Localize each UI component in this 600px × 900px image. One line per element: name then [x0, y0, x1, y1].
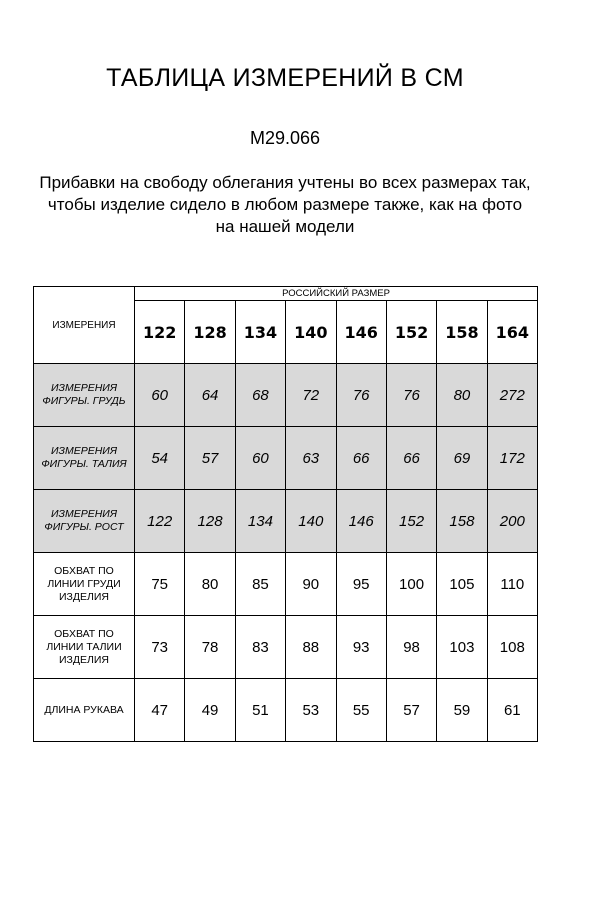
row-label-line: ФИГУРЫ. ТАЛИЯ: [41, 458, 127, 470]
size-header-cell: 164: [487, 301, 537, 364]
value-cell: 63: [286, 427, 336, 490]
row-label-line: ИЗМЕРЕНИЯ: [51, 508, 117, 520]
value-cell: 60: [135, 364, 185, 427]
value-cell: 110: [487, 553, 537, 616]
row-label: [34, 553, 135, 616]
value-cell: 57: [185, 427, 235, 490]
size-header-cell: 134: [235, 301, 285, 364]
row-label: [34, 679, 135, 742]
row-label-line: ЛИНИИ ГРУДИ: [47, 577, 121, 590]
value-cell: 66: [336, 427, 386, 490]
row-label: [34, 364, 135, 427]
row-label-line: ЛИНИИ ТАЛИИ: [46, 640, 122, 653]
value-cell: 140: [286, 490, 336, 553]
value-cell: 272: [487, 364, 537, 427]
value-cell: 60: [235, 427, 285, 490]
size-header-cell: 128: [185, 301, 235, 364]
value-cell: 75: [135, 553, 185, 616]
value-cell: 66: [386, 427, 436, 490]
value-cell: 68: [235, 364, 285, 427]
value-cell: 158: [437, 490, 487, 553]
value-cell: 61: [487, 679, 537, 742]
value-cell: 53: [286, 679, 336, 742]
value-cell: 72: [286, 364, 336, 427]
value-cell: 134: [235, 490, 285, 553]
row-label: [34, 490, 135, 553]
row-label-line: ИЗМЕРЕНИЯ: [51, 445, 117, 457]
value-cell: 76: [386, 364, 436, 427]
row-label-line: ИЗДЕЛИЯ: [58, 590, 110, 603]
row-label-line: ФИГУРЫ. РОСТ: [44, 521, 124, 533]
value-cell: 59: [437, 679, 487, 742]
size-table: [33, 286, 538, 742]
value-cell: 200: [487, 490, 537, 553]
value-cell: 73: [135, 616, 185, 679]
value-cell: 85: [235, 553, 285, 616]
fit-note-line: Прибавки на свободу облегания учтены во всех размерах так,: [39, 173, 531, 192]
value-cell: 152: [386, 490, 436, 553]
table-body: [34, 364, 538, 742]
value-cell: 108: [487, 616, 537, 679]
value-cell: 47: [135, 679, 185, 742]
value-cell: 55: [336, 679, 386, 742]
row-label-line: ИЗМЕРЕНИЯ: [51, 382, 117, 394]
value-cell: 69: [437, 427, 487, 490]
fit-note-line: чтобы изделие сидело в любом размере также, как на фото: [47, 195, 523, 214]
russian-size-header: РОССИЙСКИЙ РАЗМЕР: [135, 287, 538, 301]
value-cell: 88: [286, 616, 336, 679]
size-header-cell: 152: [386, 301, 436, 364]
row-label-line: ДЛИНА РУКАВА: [44, 703, 124, 716]
value-cell: 80: [185, 553, 235, 616]
row-label: [34, 427, 135, 490]
table-row: [34, 364, 538, 427]
value-cell: 78: [185, 616, 235, 679]
product-code: M29.066: [249, 128, 321, 148]
row-label-line: ОБХВАТ ПО: [54, 564, 114, 577]
size-header-cell: 158: [437, 301, 487, 364]
value-cell: 54: [135, 427, 185, 490]
value-cell: 64: [185, 364, 235, 427]
row-label-line: ОБХВАТ ПО: [54, 627, 114, 640]
value-cell: 103: [437, 616, 487, 679]
value-cell: 76: [336, 364, 386, 427]
value-cell: 51: [235, 679, 285, 742]
measurements-header: ИЗМЕРЕНИЯ: [34, 287, 135, 364]
row-label: [34, 616, 135, 679]
value-cell: 98: [386, 616, 436, 679]
value-cell: 80: [437, 364, 487, 427]
row-label-line: ФИГУРЫ. ГРУДЬ: [42, 395, 126, 407]
value-cell: 122: [135, 490, 185, 553]
value-cell: 93: [336, 616, 386, 679]
size-header-cell: 122: [135, 301, 185, 364]
table-row: [34, 616, 538, 679]
fit-note: [0, 172, 570, 238]
fit-note-line: на нашей модели: [215, 217, 355, 236]
page-title: ТАБЛИЦА ИЗМЕРЕНИЙ В СМ: [106, 64, 464, 92]
value-cell: 172: [487, 427, 537, 490]
table-row: [34, 679, 538, 742]
value-cell: 100: [386, 553, 436, 616]
value-cell: 105: [437, 553, 487, 616]
table-row: [34, 490, 538, 553]
size-header-cell: 140: [286, 301, 336, 364]
value-cell: 128: [185, 490, 235, 553]
value-cell: 57: [386, 679, 436, 742]
row-label-line: ИЗДЕЛИЯ: [58, 653, 110, 666]
size-header-cell: 146: [336, 301, 386, 364]
table-row: [34, 553, 538, 616]
value-cell: 90: [286, 553, 336, 616]
value-cell: 146: [336, 490, 386, 553]
value-cell: 95: [336, 553, 386, 616]
table-row: [34, 427, 538, 490]
value-cell: 49: [185, 679, 235, 742]
value-cell: 83: [235, 616, 285, 679]
